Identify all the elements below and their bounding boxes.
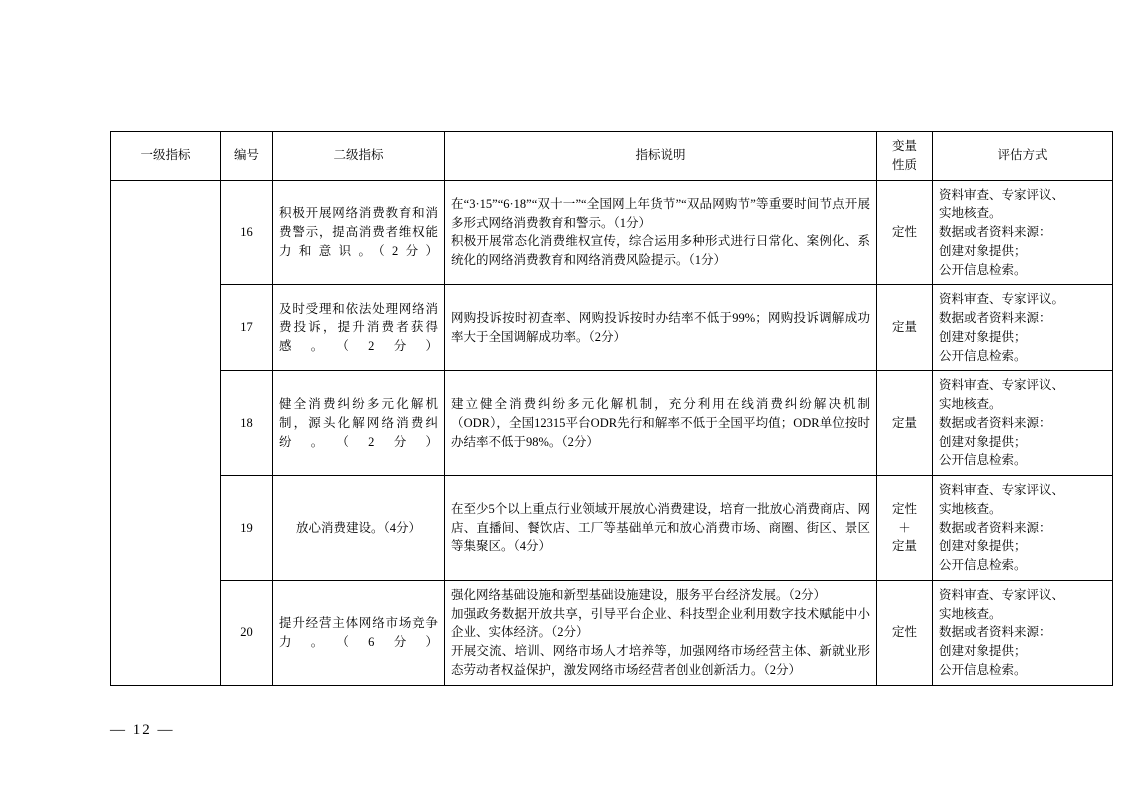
method-line: 公开信息检索。 xyxy=(939,348,1027,363)
nature-line: ＋ xyxy=(898,520,911,535)
method-line: 资料审查、专家评议、 xyxy=(939,187,1065,202)
cell-description xyxy=(445,476,877,581)
method-line: 创建对象提供； xyxy=(939,243,1027,258)
header-second-level: 二级指标 xyxy=(273,132,445,181)
description-line: 在至少5个以上重点行业领域开展放心消费建设，培育一批放心消费商店、网店、直播间、餐饮店、工厂等基础单元和放心消费市场、商圈、街区、景区等集聚区。（4分） xyxy=(451,501,870,554)
table-row xyxy=(111,580,1113,685)
nature-line: 定量 xyxy=(891,539,917,554)
cell-description xyxy=(445,371,877,476)
header-description: 指标说明 xyxy=(445,132,877,181)
header-first-level: 一级指标 xyxy=(111,132,221,181)
method-line: 实地核查。 xyxy=(939,501,1002,516)
cell-second-level: 提升经营主体网络市场竞争力。（6分） xyxy=(273,580,445,685)
description-line: 在“3·15”“6·18”“双十一”“全国网上年货节”“双品网购节”等重要时间节点开展多形式网络消费教育和警示。（1分） xyxy=(451,196,870,230)
method-line: 创建对象提供； xyxy=(939,329,1027,344)
nature-line: 定性 xyxy=(891,501,917,516)
indicator-table-container xyxy=(110,131,1065,686)
header-method: 评估方式 xyxy=(933,132,1113,181)
method-line: 资料审查、专家评议、 xyxy=(939,587,1065,602)
table-body xyxy=(111,180,1113,685)
cell-method xyxy=(933,476,1113,581)
cell-description xyxy=(445,285,877,371)
cell-number: 17 xyxy=(221,285,273,371)
description-line: 加强政务数据开放共享，引导平台企业、科技型企业利用数字技术赋能中小企业、实体经济。（2分） xyxy=(451,606,870,640)
description-line: 开展交流、培训、网络市场人才培养等，加强网络市场经营主体、新就业形态劳动者权益保护，激发网络市场经营者创业创新活力。（2分） xyxy=(451,644,870,677)
method-line: 公开信息检索。 xyxy=(939,558,1027,572)
method-line: 创建对象提供； xyxy=(939,539,1027,554)
cell-number: 16 xyxy=(221,180,273,285)
description-line: 建立健全消费纠纷多元化解机制，充分利用在线消费纠纷解决机制（ODR），全国12315平台ODR先行和解率不低于全国平均值；ODR单位按时办结率不低于98%。（2分） xyxy=(451,397,870,449)
indicator-table xyxy=(110,131,1113,686)
page-number: — 12 — xyxy=(110,722,175,738)
header-nature-line2: 性质 xyxy=(891,157,917,172)
table-row xyxy=(111,285,1113,371)
method-line: 数据或者资料来源： xyxy=(939,225,1052,239)
cell-first-level xyxy=(111,180,221,685)
method-line: 实地核查。 xyxy=(939,397,1002,411)
cell-number: 19 xyxy=(221,476,273,581)
method-line: 资料审查、专家评议、 xyxy=(939,483,1065,497)
method-line: 资料审查、专家评议、 xyxy=(939,378,1065,393)
method-line: 公开信息检索。 xyxy=(939,262,1027,277)
cell-method xyxy=(933,580,1113,685)
method-line: 数据或者资料来源： xyxy=(939,311,1052,325)
description-line: 强化网络基础设施和新型基础设施建设，服务平台经济发展。（2分） xyxy=(451,587,827,602)
table-header-row xyxy=(111,132,1113,181)
cell-method xyxy=(933,285,1113,371)
table-row xyxy=(111,371,1113,476)
table-row xyxy=(111,180,1113,285)
method-line: 资料审查、专家评议。 xyxy=(939,292,1065,307)
cell-nature: 定性 xyxy=(877,580,933,685)
cell-nature: 定量 xyxy=(877,285,933,371)
method-line: 公开信息检索。 xyxy=(939,662,1027,677)
cell-description xyxy=(445,580,877,685)
cell-second-level: 健全消费纠纷多元化解机制，源头化解网络消费纠纷。（2分） xyxy=(273,371,445,476)
table-row xyxy=(111,476,1113,581)
method-line: 创建对象提供； xyxy=(939,644,1027,658)
cell-number: 18 xyxy=(221,371,273,476)
header-number: 编号 xyxy=(221,132,273,181)
method-line: 数据或者资料来源： xyxy=(939,415,1052,430)
cell-number: 20 xyxy=(221,580,273,685)
header-nature-line1: 变量 xyxy=(891,139,917,153)
method-line: 实地核查。 xyxy=(939,206,1002,221)
cell-nature xyxy=(877,476,933,581)
method-line: 实地核查。 xyxy=(939,606,1002,621)
cell-nature: 定量 xyxy=(877,371,933,476)
cell-second-level: 及时受理和依法处理网络消费投诉，提升消费者获得感。（2分） xyxy=(273,285,445,371)
description-line: 网购投诉按时初查率、网购投诉按时办结率不低于99%；网购投诉调解成功率大于全国调解成功率。（2分） xyxy=(451,311,870,344)
cell-second-level: 放心消费建设。（4分） xyxy=(273,476,445,581)
method-line: 数据或者资料来源： xyxy=(939,520,1052,535)
cell-method xyxy=(933,371,1113,476)
cell-second-level: 积极开展网络消费教育和消费警示，提高消费者维权能力和意识。（2分） xyxy=(273,180,445,285)
cell-nature: 定性 xyxy=(877,180,933,285)
cell-method xyxy=(933,180,1113,285)
method-line: 公开信息检索。 xyxy=(939,453,1027,468)
method-line: 创建对象提供； xyxy=(939,434,1027,449)
header-nature xyxy=(877,132,933,181)
table-header xyxy=(111,132,1113,181)
method-line: 数据或者资料来源： xyxy=(939,625,1052,640)
cell-description xyxy=(445,180,877,285)
description-line: 积极开展常态化消费维权宣传，综合运用多种形式进行日常化、案例化、系统化的网络消费教育和网络消费风险提示。（1分） xyxy=(451,234,870,268)
